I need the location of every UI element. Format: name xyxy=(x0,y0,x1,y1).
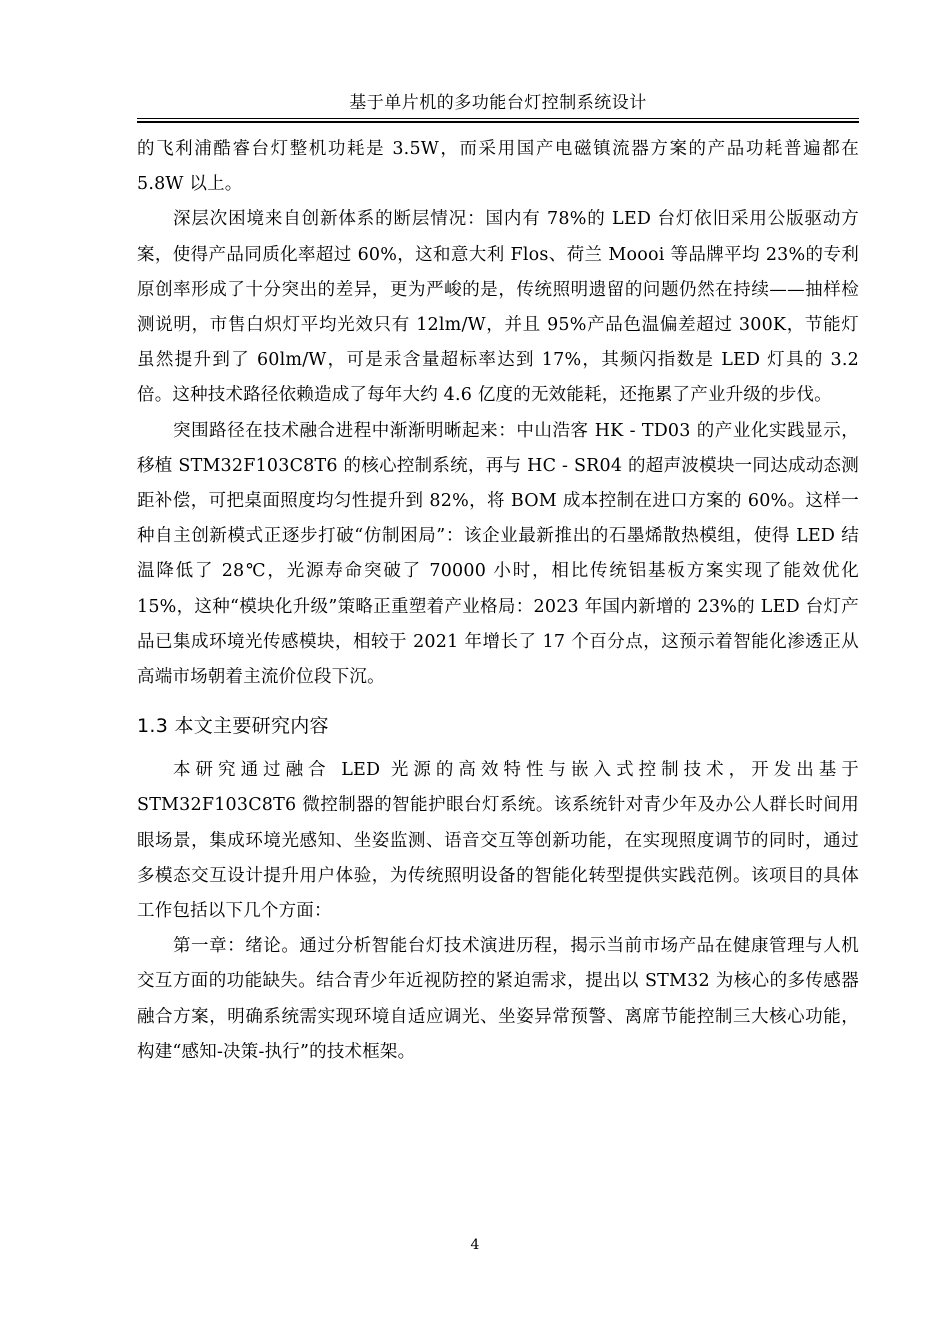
running-header: 基于单片机的多功能台灯控制系统设计 xyxy=(349,93,647,113)
page-number: 4 xyxy=(470,1237,480,1253)
section-heading: 1.3 本文主要研究内容 xyxy=(137,715,329,738)
header-rule-thick xyxy=(137,121,859,123)
paragraph-innovation-gap: 深层次困境来自创新体系的断层情况：国内有 78%的 LED 台灯依旧采用公版驱动方案，使得产品同质化率超过 60%，这和意大利 Flos、荷兰 Moooi 等品牌平均 23%的专利原创率形成了十分突出的差异，更为严峻的是，传统照明遗留的问题仍然在持续——抽样检测说明，市售白炽灯平均光效只有 12lm/W，并且 95%产品色温偏差超过 300K，节能灯虽然提升到了 60lm/W，可是汞含量超标率达到 17%，其频闪指数是 LED 灯具的 3.2 倍。这种技术路径依赖造成了每年大约 4.6 亿度的无效能耗，还拖累了产业升级的步伐。 xyxy=(137,209,859,406)
paragraph-breakthrough-path: 突围路径在技术融合进程中渐渐明晰起来：中山浩客 HK - TD03 的产业化实践显示，移植 STM32F103C8T6 的核心控制系统，再与 HC - SR04 的超声波模块一同达成动态测距补偿，可把桌面照度均匀性提升到 82%，将 BOM 成本控制在进口方案的 60%。这样一种自主创新模式正逐步打破“仿制困局”：该企业最新推出的石墨烯散热模组，使得 LED 结温降低了 28℃，光源寿命突破了 70000 小时，相比传统铝基板方案实现了能效优化 15%，这种“模块化升级”策略正重塑着产业格局：2023 年国内新增的 23%的 LED 台灯产品已集成环境光传感模块，相较于 2021 年增长了 17 个百分点，这预示着智能化渗透正从高端市场朝着主流价位段下沉。 xyxy=(137,420,859,688)
paragraph-chapter-one: 第一章：绪论。通过分析智能台灯技术演进历程，揭示当前市场产品在健康管理与人机交互方面的功能缺失。结合青少年近视防控的紧迫需求，提出以 STM32 为核心的多传感器融合方案，明确系统需实现环境自适应调光、坐姿异常预警、离席节能控制三大核心功能，构建“感知-决策-执行”的技术框架。 xyxy=(137,936,859,1062)
paragraph-continued: 的飞利浦酷睿台灯整机功耗是 3.5W，而采用国产电磁镇流器方案的产品功耗普遍都在 5.8W 以上。 xyxy=(137,139,859,195)
header-rule-thin xyxy=(137,118,859,119)
document-body xyxy=(137,132,859,1070)
paragraph-research-overview: 本研究通过融合 LED 光源的高效特性与嵌入式控制技术，开发出基于 STM32F103C8T6 微控制器的智能护眼台灯系统。该系统针对青少年及办公人群长时间用眼场景，集成环境光感知、坐姿监测、语音交互等创新功能，在实现照度调节的同时，通过多模态交互设计提升用户体验，为传统照明设备的智能化转型提供实践范例。该项目的具体工作包括以下几个方面： xyxy=(137,760,859,922)
